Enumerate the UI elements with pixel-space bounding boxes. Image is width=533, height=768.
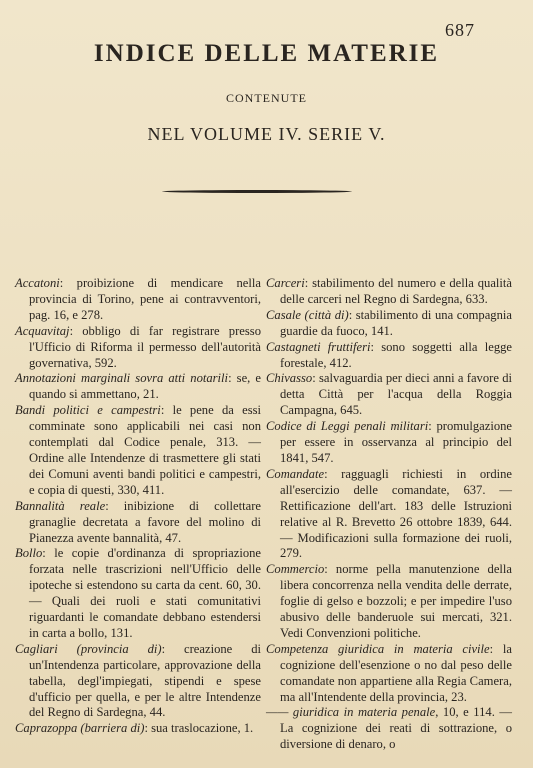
index-entry-heading: Annotazioni marginali sovra atti notarili [15,371,229,386]
page-subtitle: CONTENUTE [226,91,307,105]
page-number: 687 [445,20,475,40]
index-entry-heading: Caprazoppa (barriera di) [15,721,145,736]
index-entry-heading: Bannalità reale [15,498,106,513]
index-entry-heading: Competenza giuridica in materia civile [266,641,490,656]
index-entry [15,276,261,324]
index-entry-heading: Castagneti fruttiferi [266,339,371,354]
index-entry [266,308,512,340]
index-entry-text: : sua traslocazione, 1. [144,721,254,736]
index-entry-heading: Bandi politici e campestri [15,403,161,418]
page-title: INDICE DELLE MATERIE [93,40,440,67]
index-entry [266,642,512,706]
index-entry-text: : obbligo di far registrare presso l'Ufficio di Riforma il permesso dell'autorità governativa, 592. [29,323,261,370]
index-entry-heading: Bollo [15,546,43,561]
index-entry-text: : la cognizione dell'esenzione o no dal peso delle comandate non appartiene alla Regia Camera, ma all'Intendente della provincia, 23. [280,641,512,704]
index-entry [15,371,261,403]
index-entry [15,642,261,722]
index-entry [266,371,512,419]
index-entry-heading: Comandate [266,466,325,481]
index-entry [266,467,512,562]
index-entry [15,721,261,737]
index-entry-text: : sono soggetti alla legge forestale, 412. [280,339,512,370]
index-entry-heading: —— giuridica in materia penale [266,705,436,720]
index-entry-text: : creazione di un'Intendenza particolare, approvazione della tabella, degl'impiegati, stipendi e spese d'ufficio per quella, e per le altre Intendenze del Regno di Sardegna, 44. [29,641,262,720]
index-entry-text: : proibizione di mendicare nella provincia di Torino, pene ai contravventori, pag. 16, e 278. [29,276,261,322]
index-entry-text: : promulgazione per essere in osservanza al principio del 1841, 547. [280,419,513,465]
index-entry-text: : le pene da essi comminate sono applicabili nei casi non contemplati dal Codice penale, 313. — Ordine alle Intendenze di trasmettere gli stati dei Comuni aventi bandi politici e campestri, e copia di questi, 330, 411. [29,403,261,497]
index-entry [266,562,512,642]
index-entry-heading: Cagliari (provincia di) [15,641,162,656]
index-entry [15,546,261,641]
index-entry-heading: Commercio [266,562,325,577]
divider-rule [162,190,352,193]
index-entry-heading: Casale (città di) [266,307,349,322]
index-entry [266,276,512,308]
index-entry [15,403,261,498]
index-entry-text: : stabilimento di una compagnia guardie da fuoco, 141. [280,307,512,338]
volume-heading: NEL VOLUME IV. SERIE V. [147,124,386,144]
index-entry-text: : salvaguardia per dieci anni a favore di detta Città per l'acqua della Roggia Campagna, 645. [280,371,512,418]
index-entry-text: : ragguagli richiesti in ordine all'esercizio delle comandate, 637. — Rettificazione dell'art. 183 delle Istruzioni relative al R. Brevetto 26 ottobre 1839, 644. — Modificazioni sulla formazione dei ruoli, 279. [280,466,512,561]
index-entry [266,419,512,467]
index-entry [15,499,261,547]
index-column-left [15,276,261,737]
index-entry-heading: Accatoni [15,276,60,290]
index-entry-text: : stabilimento del numero e della qualità delle carceri nel Regno di Sardegna, 633. [280,276,512,306]
index-entry-text: : le copie d'ordinanza di spropriazione forzata nelle trascrizioni nell'Ufficio delle ipoteche si estendono su carta da cent. 60, 30. — Quali dei ruoli e stati comunitativi riguardanti le comandate debbano estendersi in carta a bollo, 131. [29,546,261,640]
index-entry-heading: Acquavitaj [15,323,70,338]
index-entry [266,340,512,372]
index-entry-text: : inibizione di collettare granaglie decretata a favore del molino di Pianezza avente bannalità, 47. [29,498,261,545]
index-entry [15,324,261,372]
index-entry [266,705,512,753]
index-entry-heading: Chivasso [266,371,313,386]
index-entry-text: : norme pella manutenzione della libera concorrenza nella vendita delle derrate, foglie di gelso e bozzoli; e per impedire l'uso abusivo delle banderuole sui mercati, 321. Vedi Convenzioni politiche. [280,562,512,640]
index-entry-text: , 10, e 114. — La cognizione dei reati di sottrazione, o diversione di denaro, o [280,705,512,752]
index-entry-heading: Codice di Leggi penali militari [266,419,429,434]
index-entry-heading: Carceri [266,276,305,290]
index-entry-text: : se, e quando si ammettano, 21. [29,371,261,402]
index-column-right [266,276,512,753]
